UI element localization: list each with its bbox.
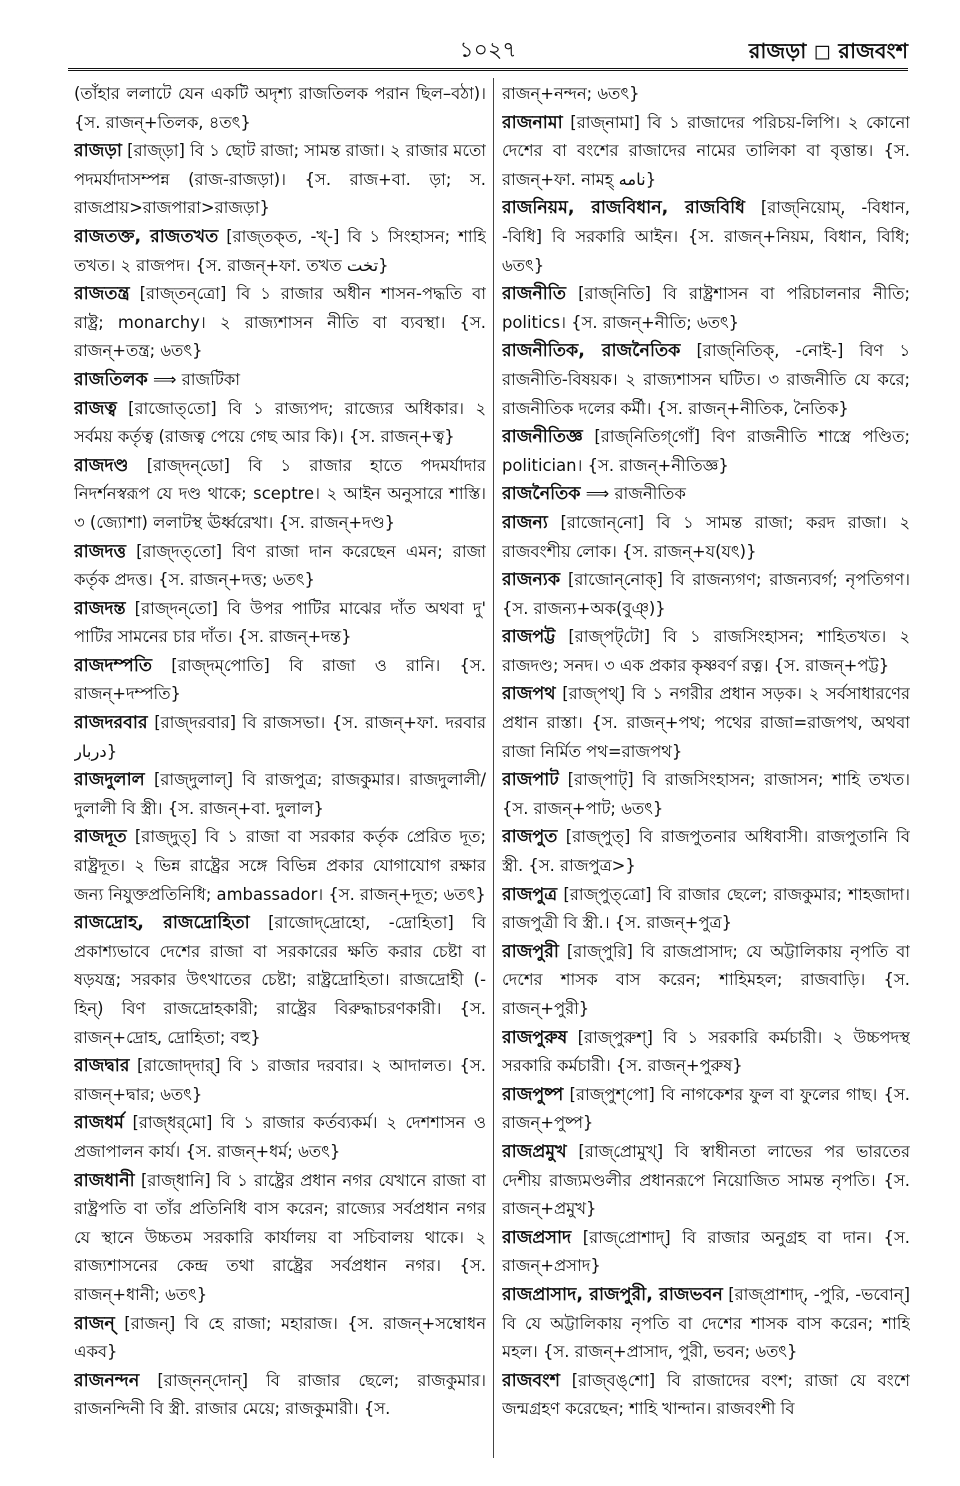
- definition: [রাজ্‌পাট্] বি রাজসিংহাসন; রাজাসন; শাহি তখত। {স. রাজন্+পাট; ৬তৎ}: [502, 770, 910, 818]
- dictionary-entry: [502, 280, 910, 337]
- headword: রাজন্: [74, 1313, 115, 1334]
- definition: [রাজ্‌ধানি] বি ১ রাষ্ট্রের প্রধান নগর যেখানে রাজা বা রাষ্ট্রপতি বা তাঁর প্রতিনিধি বাস করেন; রাজ্যের সর্বপ্রধান নগর যে স্থানে উচ্চতম সরকারি কার্যালয় বা সচিবালয় থাকে। ২ রাজ্যশাসনের কেন্দ্র তথা রাষ্ট্রের সর্বপ্রধান নগর। {স. রাজন্+ধানী; ৬তৎ}: [74, 1170, 486, 1304]
- dictionary-entry: [502, 766, 910, 823]
- definition: [রাজোদ্‌দ্রোহো, -দ্রোহিতা] বি প্রকাশ্যভাবে দেশের রাজা বা সরকারের ক্ষতি করার চেষ্টা বা ষড়যন্ত্র; সরকার উৎখাতের চেষ্টা; রাষ্ট্রদ্রোহিতা। রাজদ্রোহী (-হিন্) বিণ রাজদ্রোহকারী; রাষ্ট্রের বিরুদ্ধাচরণকারী। {স. রাজন্+দ্রোহ, দ্রোহিতা; বহু}: [74, 913, 486, 1047]
- dictionary-entry: [502, 623, 910, 680]
- headword: রাজতক্ত, রাজতখত: [74, 226, 219, 247]
- dictionary-entry: [74, 538, 486, 595]
- headword: রাজদরবার: [74, 713, 148, 734]
- definition: ⟹ রাজনীতিক: [580, 484, 686, 504]
- headword: রাজদ্বার: [74, 1056, 130, 1077]
- dictionary-entry: [74, 366, 486, 395]
- headword: রাজপ্রসাদ: [502, 1227, 572, 1248]
- headword: রাজদুলাল: [74, 770, 145, 791]
- dictionary-entry: [74, 709, 486, 766]
- definition: ⟹ রাজটিকা: [147, 369, 240, 389]
- definition: [রাজ্‌পুত্‌ত্রো] বি রাজার ছেলে; রাজকুমার; শাহজাদা। রাজপুত্রী বি স্ত্রী.। {স. রাজন্+পুত্র}: [502, 884, 910, 933]
- definition: [রাজ্‌পুরুশ্] বি ১ সরকারি কর্মচারী। ২ উচ্চপদস্থ সরকারি কর্মচারী। {স. রাজন্+পুরুষ}: [502, 1027, 910, 1076]
- dictionary-entry: [502, 480, 910, 509]
- headword: রাজনিয়ম, রাজবিধান, রাজবিধি: [502, 198, 745, 219]
- definition: [রাজন্] বি হে রাজা; মহারাজ। {স. রাজন্+সম্বোধন একব}: [74, 1313, 486, 1362]
- definition: [রাজ্‌পুত্] বি রাজপুতনার অধিবাসী। রাজপুতানি বি স্ত্রী. {স. রাজপুত্র>}: [502, 827, 910, 876]
- definition: [রাজ্‌প্রোশাদ্] বি রাজার অনুগ্রহ বা দান। {স. রাজন্+প্রসাদ}: [502, 1227, 910, 1276]
- dictionary-entry: [502, 680, 910, 766]
- definition: [রাজ্‌দম্‌পোতি] বি রাজা ও রানি। {স. রাজন্+দম্পতি}: [74, 655, 486, 704]
- headword: রাজধর্ম: [74, 1113, 124, 1134]
- definition: [রাজ্‌দত্‌তো] বিণ রাজা দান করেছেন এমন; রাজা কর্তৃক প্রদত্ত। {স. রাজন্+দত্ত; ৬তৎ}: [74, 541, 486, 590]
- definition: [রাজ্‌বঙ্‌শো] বি রাজাদের বংশ; রাজা যে বংশে জন্মগ্রহণ করেছেন; শাহি খান্দান। রাজবংশী বি: [502, 1370, 910, 1419]
- headword: রাজপট্ট: [502, 627, 556, 648]
- dictionary-entry: [502, 1138, 910, 1224]
- column-divider: [493, 78, 494, 1458]
- definition: [রাজ্‌পট্‌টো] বি ১ রাজসিংহাসন; শাহিতখত। ২ রাজদণ্ড; সনদ। ৩ এক প্রকার কৃষ্ণবর্ণ রত্ন। {স. রাজন্+পট্ট}: [502, 627, 910, 675]
- definition: [রাজ্‌ধর্‌মো] বি ১ রাজার কর্তব্যকর্ম। ২ দেশশাসন ও প্রজাপালন কার্য। {স. রাজন্+ধর্ম; ৬তৎ}: [74, 1113, 486, 1161]
- dictionary-entry: [74, 909, 486, 1052]
- definition: [রাজ্‌দরবার] বি রাজসভা। {স. রাজন্+ফা. দরবার دربار}: [74, 713, 486, 761]
- dictionary-entry: [502, 823, 910, 880]
- headword: রাজপ্রমুখ: [502, 1141, 567, 1162]
- definition: [রাজ্‌দন্‌তো] বি উপর পাটির মাঝের দাঁত অথবা দু' পাটির সামনের চার দাঁত। {স. রাজন্+দন্ত}: [74, 598, 486, 647]
- dictionary-entry: [74, 137, 486, 223]
- definition: [রাজ্‌দুত্] বি ১ রাজা বা সরকার কর্তৃক প্রেরিত দূত; রাষ্ট্রদূত। ২ ভিন্ন রাষ্ট্রের সঙ্গে বিভিন্ন প্রকার যোগাযোগ রক্ষার জন্য নিযুক্তপ্রতিনিধি; ambassador। {স. রাজন্+দূত; ৬তৎ}: [74, 827, 486, 904]
- definition: [রাজ্‌নন্‌দোন্] বি রাজার ছেলে; রাজকুমার। রাজনন্দিনী বি স্ত্রী. রাজার মেয়ে; রাজকুমারী। {স.: [74, 1370, 486, 1419]
- headword: রাজদ্রোহ, রাজদ্রোহিতা: [74, 913, 250, 934]
- definition: রাজন্+নন্দন; ৬তৎ}: [502, 84, 640, 103]
- definition: [রাজোদ্‌দার্] বি ১ রাজার দরবার। ২ আদালত। {স. রাজন্+দ্বার; ৬তৎ}: [74, 1056, 486, 1104]
- headword: রাজনীতিজ্ঞ: [502, 427, 583, 448]
- definition: [রাজোত্‌তো] বি ১ রাজ্যপদ; রাজ্যের অধিকার। ২ সর্বময় কর্তৃত্ব (রাজত্ব পেয়ে গেছ আর কি)। {স. রাজন্+ত্ব}: [74, 398, 486, 447]
- headword: রাজত্ব: [74, 398, 117, 419]
- headword: রাজদণ্ড: [74, 455, 129, 476]
- header-rule: [68, 68, 908, 71]
- definition: [রাজ্‌দন্‌ডো] বি ১ রাজার হাতে পদমর্যাদার নিদর্শনস্বরূপ যে দণ্ড থাকে; sceptre। ২ আইন অনুসারে শাস্তি। ৩ (জ্যোশা) ললাটস্থ ঊর্ধ্বরেখা। {স. রাজন্+দণ্ড}: [74, 455, 486, 532]
- dictionary-entry: [502, 1281, 910, 1367]
- dictionary-entry: [74, 223, 486, 280]
- definition: [রাজ্‌ড়া] বি ১ ছোট রাজা; সামন্ত রাজা। ২ রাজার মতো পদমর্যাদাসম্পন্ন (রাজ-রাজড়া)। {স. রাজ+বা. ড়া; স. রাজপ্রায়>রাজপারা>রাজড়া}: [74, 141, 486, 218]
- definition: [রাজ্‌নিতিক্, -নোই-] বিণ ১ রাজনীতি-বিষয়ক। ২ রাজ্যশাসন ঘটিত। ৩ রাজনীতি যে করে; রাজনীতিক দলের কর্মী। {স. রাজন্+নীতিক, নৈতিক}: [502, 341, 910, 418]
- dictionary-entry: [502, 337, 910, 423]
- definition: [রাজ্‌তন্‌ত্রো] বি ১ রাজার অধীন শাসন-পদ্ধতি বা রাষ্ট্র; monarchy। ২ রাজ্যশাসন নীতি বা ব্যবস্থা। {স. রাজন্+তন্ত্র; ৬তৎ}: [74, 284, 486, 361]
- headword: রাজপুরী: [502, 941, 559, 962]
- headword: রাজনীতি: [502, 284, 566, 305]
- definition: [রাজোন্‌নো] বি ১ সামন্ত রাজা; করদ রাজা। ২ রাজবংশীয় লোক। {স. রাজন্+য(যৎ)}: [502, 512, 910, 561]
- definition: [রাজ্‌পুশ্‌পো] বি নাগকেশর ফুল বা ফুলের গাছ। {স. রাজন্+পুষ্প}: [502, 1084, 910, 1133]
- dictionary-entry: [74, 1310, 486, 1367]
- running-head: রাজড়া ◻ রাজবংশ: [748, 39, 908, 63]
- definition: [রাজ্‌পুরি] বি রাজপ্রাসাদ; যে অট্টালিকায় নৃপতি বা দেশের শাসক বাস করেন; শাহিমহল; রাজবাড়ি। {স. রাজন্+পুরী}: [502, 941, 910, 1018]
- dictionary-entry: [502, 938, 910, 1024]
- dictionary-entry: [502, 80, 910, 109]
- left-column: [74, 80, 486, 1460]
- definition: [রাজ্‌তক্‌ত, -খ্‌-] বি ১ সিংহাসন; শাহি তখত। ২ রাজপদ। {স. রাজন্+ফা. তখত تخت}: [74, 226, 486, 275]
- headword: রাজপথ: [502, 684, 556, 705]
- headword: রাজনামা: [502, 112, 563, 133]
- headword: রাজপুত্র: [502, 884, 558, 905]
- page-number: ১০২৭: [459, 38, 517, 63]
- dictionary-entry: [502, 1367, 910, 1424]
- headword: রাজতিলক: [74, 369, 148, 390]
- dictionary-entry: [502, 1081, 910, 1138]
- headword: রাজধানী: [74, 1170, 135, 1191]
- headword: রাজড়া: [74, 141, 122, 162]
- headword: রাজদম্পতি: [74, 655, 152, 676]
- dictionary-entry: [74, 452, 486, 538]
- headword: রাজদত্ত: [74, 541, 127, 562]
- page-header: [68, 36, 908, 68]
- definition: (তাঁহার ললাটে যেন একটি অদৃশ্য রাজতিলক পরান ছিল–বঠা)। {স. রাজন্+তিলক, ৪তৎ}: [74, 84, 486, 132]
- definition: [রাজ্‌নিতি] বি রাষ্ট্রশাসন বা পরিচালনার নীতি; politics। {স. রাজন্+নীতি; ৬তৎ}: [502, 284, 910, 332]
- headword: রাজদন্ত: [74, 598, 126, 619]
- headword: রাজপাট: [502, 770, 559, 791]
- definition: [রাজ্‌প্রাশাদ্, -পুরি, -ভবোন্] বি যে অট্টালিকায় নৃপতি বা দেশের শাসক বাস করেন; শাহি মহল। {স. রাজন্+প্রাসাদ, পুরী, ভবন; ৬তৎ}: [502, 1284, 910, 1362]
- headword: রাজপুষ্প: [502, 1084, 564, 1105]
- dictionary-entry: [74, 1109, 486, 1166]
- headword: রাজনীতিক, রাজনৈতিক: [502, 341, 681, 362]
- right-column: [502, 80, 910, 1460]
- headword: রাজপুত: [502, 827, 558, 848]
- dictionary-entry: [502, 566, 910, 623]
- dictionary-entry: [74, 652, 486, 709]
- headword: রাজনন্দন: [74, 1370, 140, 1391]
- dictionary-entry: [502, 881, 910, 938]
- definition: [রাজোন্‌নোক্] বি রাজন্যগণ; রাজন্যবর্গ; নৃপতিগণ। {স. রাজন্য+অক(বুঞ্)}: [502, 570, 910, 618]
- headword: রাজদূত: [74, 827, 127, 848]
- headword: রাজন্য: [502, 512, 548, 533]
- headword: রাজতন্ত্র: [74, 284, 130, 305]
- dictionary-entry: [74, 595, 486, 652]
- headword: রাজনৈতিক: [502, 484, 581, 505]
- headword: রাজবংশ: [502, 1370, 560, 1391]
- dictionary-entry: [502, 1024, 910, 1081]
- dictionary-entry: [502, 423, 910, 480]
- dictionary-entry: [74, 1052, 486, 1109]
- dictionary-entry: [74, 80, 486, 137]
- definition: [রাজ্‌নামা] বি ১ রাজাদের পরিচয়-লিপি। ২ কোনো দেশের বা বংশের রাজাদের নামের তালিকা বা বৃত্তান্ত। {স. রাজন্+ফা. নামহ্ نامه}: [502, 112, 910, 189]
- dictionary-entry: [502, 509, 910, 566]
- definition: [রাজ্‌দুলাল্] বি রাজপুত্র; রাজকুমার। রাজদুলালী/দুলালী বি স্ত্রী। {স. রাজন্+বা. দুলাল}: [74, 770, 486, 818]
- dictionary-entry: [74, 1367, 486, 1424]
- dictionary-entry: [74, 823, 486, 909]
- dictionary-entry: [502, 194, 910, 280]
- headword: রাজপ্রাসাদ, রাজপুরী, রাজভবন: [502, 1284, 723, 1305]
- definition: [রাজ্‌নিতিগ্‌গোঁ] বিণ রাজনীতি শাস্ত্রে পণ্ডিত; politician। {স. রাজন্+নীতিজ্ঞ}: [502, 427, 910, 475]
- definition: [রাজ্‌পথ্] বি ১ নগরীর প্রধান সড়ক। ২ সর্বসাধারণের প্রধান রাস্তা। {স. রাজন্+পথ; পথের রাজা=রাজপথ, অথবা রাজা নির্মিত পথ=রাজপথ}: [502, 684, 910, 761]
- dictionary-entry: [74, 1167, 486, 1310]
- dictionary-entry: [502, 1224, 910, 1281]
- dictionary-entry: [502, 109, 910, 195]
- dictionary-entry: [74, 280, 486, 366]
- dictionary-entry: [74, 395, 486, 452]
- definition: [রাজ্‌নিয়োম্, -বিধান, -বিধি] বি সরকারি আইন। {স. রাজন্+নিয়ম, বিধান, বিধি; ৬তৎ}: [502, 198, 910, 275]
- headword: রাজপুরুষ: [502, 1027, 568, 1048]
- definition: [রাজ্‌প্রোমুখ্] বি স্বাধীনতা লাভের পর ভারতের দেশীয় রাজ্যমণ্ডলীর প্রধানরূপে নিয়োজিত সামন্ত নৃপতি। {স. রাজন্+প্রমুখ}: [502, 1141, 910, 1219]
- headword: রাজন্যক: [502, 570, 561, 591]
- dictionary-entry: [74, 766, 486, 823]
